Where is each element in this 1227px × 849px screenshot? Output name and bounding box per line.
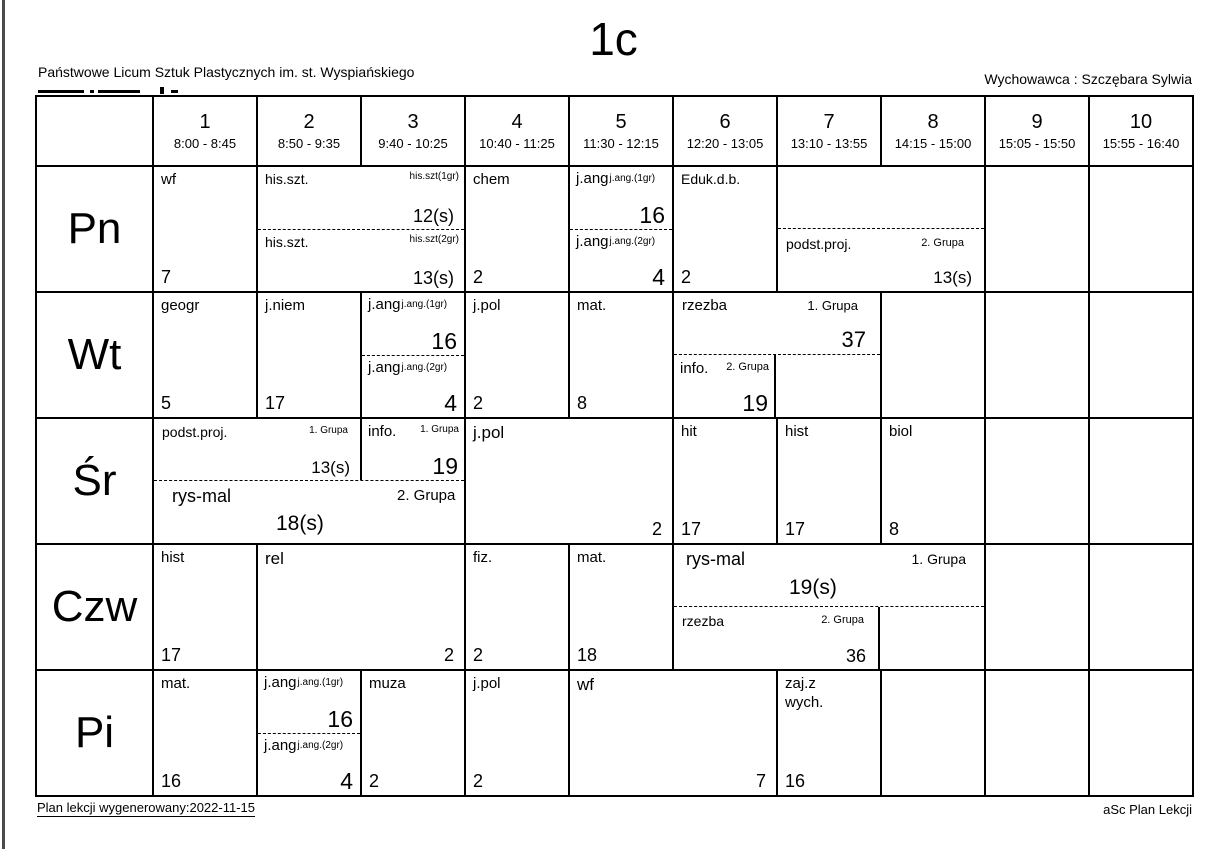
period-header-9 [984, 97, 1088, 165]
empty-cell [1088, 543, 1192, 669]
empty-group-slot [880, 607, 984, 669]
room-label: 13(s) [412, 268, 454, 288]
room-label: 2 [369, 771, 380, 791]
room-label: 18(s) [276, 512, 324, 535]
group-label: 2. Grupa [921, 237, 964, 249]
group-label: his.szt(1gr) [409, 171, 459, 182]
lesson-group-2 [674, 607, 984, 669]
subject-label: j.ang [264, 736, 297, 754]
empty-cell [984, 165, 1088, 291]
empty-group-slot [776, 355, 880, 417]
period-time: 15:55 - 16:40 [1102, 136, 1180, 151]
subject-label: his.szt. [265, 233, 309, 250]
room-label: 2 [473, 267, 484, 287]
lesson-cell-czw-6-8 [672, 543, 984, 669]
room-label: 4 [652, 264, 665, 290]
lesson-cell-czw-4 [464, 543, 568, 669]
lesson-cell-pn-4 [464, 165, 568, 291]
room-label: 8 [889, 519, 900, 539]
group-label: 1. Grupa [309, 425, 348, 436]
subject-label: j.pol [473, 675, 501, 692]
info-sub-cell [360, 419, 464, 480]
lesson-cell-wt-3 [360, 291, 464, 417]
lesson-cell-sr-6 [672, 417, 776, 543]
rzezba-sub-cell [674, 607, 880, 669]
subject-label: j.ang [576, 232, 609, 250]
period-header-5 [568, 97, 672, 165]
lesson-group-2 [154, 481, 464, 543]
period-header-6 [672, 97, 776, 165]
subject-label: mat. [577, 297, 607, 314]
day-label-wt: Wt [37, 291, 152, 417]
clipped-text-artifact [98, 90, 140, 93]
period-time: 13:10 - 13:55 [790, 136, 868, 151]
corner-cell [37, 97, 152, 165]
period-number: 1 [199, 111, 211, 133]
group-label: j.ang.(1gr) [609, 173, 656, 184]
period-time: 15:05 - 15:50 [998, 136, 1076, 151]
room-label: 19 [432, 453, 458, 479]
empty-cell [984, 669, 1088, 795]
lesson-cell-pi-2 [256, 669, 360, 795]
period-number: 9 [1031, 111, 1043, 133]
empty-cell [984, 543, 1088, 669]
subject-label: podst.proj. [786, 236, 852, 252]
lesson-cell-sr-4-5 [464, 417, 672, 543]
lesson-cell-pi-5-6 [568, 669, 776, 795]
subject-label: Eduk.d.b. [681, 171, 741, 187]
lesson-cell-sr-7 [776, 417, 880, 543]
period-time: 8:00 - 8:45 [173, 136, 237, 151]
lesson-cell-pn-6 [672, 165, 776, 291]
group-label: 2. Grupa [821, 614, 864, 626]
subject-label: rzezba [682, 613, 725, 629]
room-label: 16 [161, 771, 182, 791]
info-sub-cell [674, 355, 776, 417]
period-time: 10:40 - 11:25 [479, 136, 555, 151]
lesson-cell-sr-1-3 [152, 417, 464, 543]
lesson-cell-sr-8 [880, 417, 984, 543]
room-label: 13(s) [933, 268, 972, 287]
subject-label: j.ang [368, 358, 401, 376]
lesson-cell-pi-3 [360, 669, 464, 795]
window-edge [2, 0, 5, 849]
room-label: 2 [651, 519, 662, 539]
room-label: 19(s) [789, 576, 837, 599]
room-label: 17 [681, 519, 702, 539]
lesson-cell-wt-5 [568, 291, 672, 417]
period-time: 12:20 - 13:05 [686, 136, 764, 151]
empty-cell [1088, 669, 1192, 795]
footer-generated: Plan lekcji wygenerowany:2022-11-15 [37, 800, 255, 815]
subject-label: geogr [161, 297, 200, 314]
group-label: 1. Grupa [911, 551, 966, 567]
lesson-cell-wt-2 [256, 291, 360, 417]
lesson-group-2 [258, 733, 360, 796]
subject-label: j.ang [368, 296, 401, 313]
lesson-cell-czw-5 [568, 543, 672, 669]
period-header-7 [776, 97, 880, 165]
lesson-group-1 [154, 419, 464, 481]
day-label-pi: Pi [37, 669, 152, 795]
day-label-pn: Pn [37, 165, 152, 291]
subject-label: muza [369, 675, 406, 692]
room-label: 36 [845, 646, 866, 666]
room-label: 12(s) [412, 205, 454, 226]
clipped-text-artifact [38, 90, 84, 93]
period-header-3 [360, 97, 464, 165]
subject-label: j.pol [473, 423, 505, 442]
lesson-group-1 [258, 167, 464, 229]
day-label-czw: Czw [37, 543, 152, 669]
empty-cell [984, 291, 1088, 417]
empty-group-slot [778, 167, 984, 229]
group-label: j.ang.(1gr) [297, 677, 344, 688]
lesson-cell-czw-2-3 [256, 543, 464, 669]
subject-label: rys-mal [172, 486, 231, 506]
clipped-text-artifact [160, 87, 164, 94]
room-label: 37 [841, 327, 866, 352]
period-header-1 [152, 97, 256, 165]
subject-label: wf [577, 675, 594, 694]
group-label: 2. Grupa [397, 487, 456, 504]
room-label: 8 [577, 393, 588, 413]
room-label: 16 [327, 705, 353, 732]
room-label: 13(s) [311, 458, 350, 477]
period-number: 4 [511, 111, 523, 133]
lesson-group-1 [674, 293, 880, 355]
period-header-4 [464, 97, 568, 165]
day-label-sr: Śr [37, 417, 152, 543]
group-label: j.ang.(2gr) [401, 361, 448, 373]
lesson-cell-pn-7-8 [776, 165, 984, 291]
homeroom-teacher: Wychowawca : Szczębara Sylwia [984, 71, 1192, 87]
group-label: 1. Grupa [807, 298, 858, 313]
room-label: 19 [742, 390, 768, 416]
lesson-cell-wt-6-7 [672, 291, 880, 417]
clipped-text-artifact [171, 90, 178, 93]
period-number: 2 [303, 111, 315, 133]
subject-label: j.pol [473, 297, 501, 314]
room-label: 17 [785, 519, 806, 539]
lesson-cell-pn-5 [568, 165, 672, 291]
empty-cell [880, 291, 984, 417]
subject-label: j.ang [576, 170, 609, 187]
subject-label: chem [473, 171, 510, 188]
period-header-8 [880, 97, 984, 165]
subject-label: j.ang [264, 674, 297, 691]
room-label: 7 [755, 771, 766, 791]
subject-label: rys-mal [686, 549, 745, 569]
subject-label: info. [680, 360, 709, 377]
timetable [35, 95, 1194, 797]
subject-label: hist [785, 423, 809, 440]
subject-label: zaj.z wych. [785, 675, 824, 711]
period-number: 8 [927, 111, 939, 133]
lesson-cell-wt-4 [464, 291, 568, 417]
lesson-group-1 [674, 545, 984, 607]
subject-label: fiz. [473, 549, 493, 566]
room-label: 16 [431, 327, 457, 354]
lesson-group-2 [362, 355, 464, 418]
lesson-cell-pn-2-3 [256, 165, 464, 291]
lesson-group-2 [570, 229, 672, 292]
school-name: Państwowe Licum Sztuk Plastycznych im. st. Wyspiańskiego [38, 64, 415, 80]
period-number: 3 [407, 111, 419, 133]
room-label: 17 [265, 393, 286, 413]
room-label: 5 [161, 393, 172, 413]
group-label: j.ang.(1gr) [401, 299, 448, 310]
empty-cell [880, 669, 984, 795]
lesson-group-2 [674, 355, 880, 417]
subject-label: wf [161, 171, 176, 188]
subject-label: hist [161, 549, 185, 566]
period-time: 9:40 - 10:25 [378, 136, 448, 151]
room-label: 16 [785, 771, 806, 791]
subject-label: podst.proj. [162, 424, 228, 440]
lesson-cell-pi-1 [152, 669, 256, 795]
subject-label: his.szt. [265, 171, 309, 187]
group-label: 2. Grupa [726, 361, 769, 373]
lesson-group-1 [570, 167, 672, 229]
lesson-group-2 [258, 229, 464, 292]
lesson-cell-pn-1 [152, 165, 256, 291]
empty-cell [1088, 291, 1192, 417]
clipped-text-artifact [90, 90, 94, 93]
room-label: 4 [340, 768, 353, 794]
empty-cell [1088, 165, 1192, 291]
period-header-10 [1088, 97, 1192, 165]
period-number: 7 [823, 111, 835, 133]
group-label: 1. Grupa [420, 424, 459, 435]
page-title: 1c [589, 13, 638, 65]
period-header-2 [256, 97, 360, 165]
room-label: 17 [161, 645, 182, 665]
podstproj-sub-cell [154, 419, 360, 480]
subject-label: j.niem [265, 297, 306, 314]
room-label: 2 [473, 393, 484, 413]
period-time: 14:15 - 15:00 [894, 136, 972, 151]
room-label: 7 [161, 267, 172, 287]
room-label: 2 [473, 771, 484, 791]
subject-label: info. [368, 423, 397, 440]
empty-cell [1088, 417, 1192, 543]
lesson-cell-pi-7 [776, 669, 880, 795]
room-label: 2 [473, 645, 484, 665]
lesson-group-1 [362, 293, 464, 355]
subject-label: rel [265, 549, 284, 568]
group-label: j.ang.(2gr) [609, 235, 656, 247]
room-label: 18 [577, 645, 598, 665]
group-label: j.ang.(2gr) [297, 739, 344, 751]
subject-label: rzezba [682, 297, 728, 314]
subject-label: hit [681, 423, 697, 440]
period-time: 11:30 - 12:15 [583, 136, 659, 151]
period-number: 6 [719, 111, 731, 133]
lesson-cell-pi-4 [464, 669, 568, 795]
period-time: 8:50 - 9:35 [277, 136, 341, 151]
lesson-cell-czw-1 [152, 543, 256, 669]
empty-cell [984, 417, 1088, 543]
lesson-group-1 [258, 671, 360, 733]
period-number: 10 [1129, 111, 1153, 133]
subject-label: mat. [577, 549, 607, 566]
subject-label: biol [889, 423, 913, 440]
room-label: 2 [681, 267, 692, 287]
lesson-group-2 [778, 229, 984, 291]
subject-label: mat. [161, 675, 191, 692]
room-label: 16 [639, 201, 665, 228]
room-label: 2 [443, 645, 454, 665]
group-label: his.szt(2gr) [409, 233, 459, 245]
lesson-cell-wt-1 [152, 291, 256, 417]
footer-brand: aSc Plan Lekcji [1103, 802, 1192, 817]
room-label: 4 [444, 390, 457, 416]
period-number: 5 [615, 111, 627, 133]
